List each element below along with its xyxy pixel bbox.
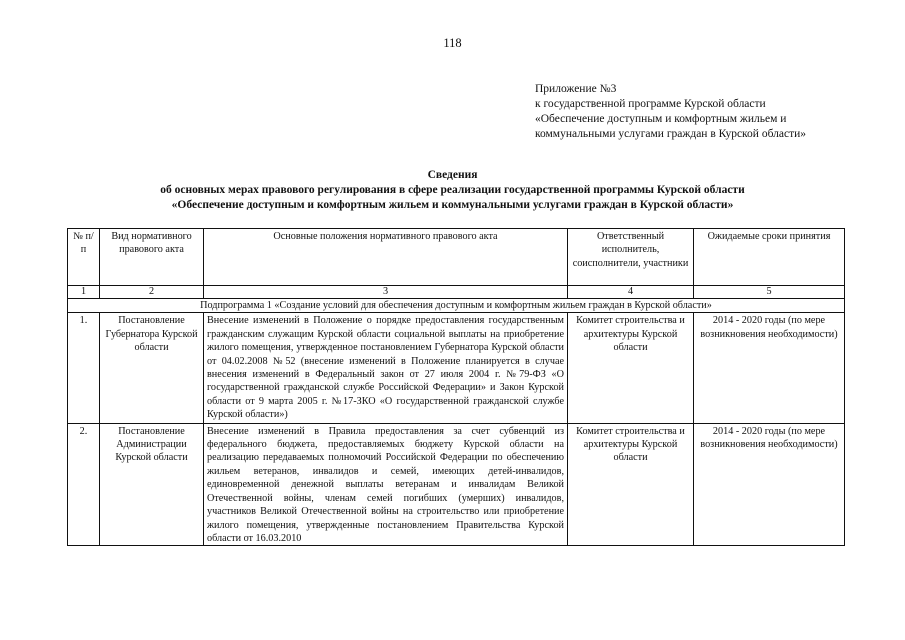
column-number: 2 [100,286,204,299]
header-main: Основные положения нормативного правового акта [204,229,568,286]
act-provisions: Внесение изменений в Положение о порядке предоставления государственным гражданским служащим Курской области социальной выплаты на приобретение жилого помещения, утвержденное постановлением Губернатора Курской области от 04.02.2008 №52 (внесение изменений в Положение планируется в случае внесения изменений в Федеральный закон от 27 июля 2004 г. №79-ФЗ «О государственной гражданской службе Российской Федерации» и Закон Курской области от 9 марта 2005 г. №17-ЗКО «О государственной гражданской службе Курской области») [204,313,568,423]
act-type: Постановление Губернатора Курской области [100,313,204,423]
appendix-block [535,82,875,142]
subprogram-title: Подпрограмма 1 «Создание условий для обеспечения доступным и комфортным жильем граждан в Курской области» [68,299,845,313]
title-line: об основных мерах правового регулирования в сфере реализации государственной программы Курской области [160,184,745,196]
header-row [68,229,845,286]
executor: Комитет строительства и архитектуры Курской области [568,423,694,545]
appendix-line: к государственной программе Курской области [535,98,766,110]
appendix-line: «Обеспечение доступным и комфортным жильем и [535,113,787,125]
table-row [68,313,845,423]
header-no: № п/п [68,229,100,286]
row-number: 2. [68,423,100,545]
row-number: 1. [68,313,100,423]
appendix-line: Приложение №3 [535,83,617,95]
executor: Комитет строительства и архитектуры Курской области [568,313,694,423]
header-type: Вид нормативного правового акта [100,229,204,286]
header-term: Ожидаемые сроки принятия [694,229,845,286]
column-number: 4 [568,286,694,299]
column-number-row [68,286,845,299]
title-line: «Обеспечение доступным и комфортным жильем и коммунальными услугами граждан в Курской области» [171,199,734,211]
document-title [0,168,905,213]
page-number: 118 [443,36,462,50]
act-type: Постановление Администрации Курской области [100,423,204,545]
act-provisions-cell [204,423,568,545]
act-provisions: Внесение изменений в Правила предоставления за счет субвенций из федерального бюджета, предоставляемых бюджету Курской области на реализацию передаваемых полномочий Российской Федерации по обеспечению жильем ветеранов, инвалидов и семей, имеющих детей-инвалидов, единовременной денежной выплаты ветеранам и инвалидам Великой Отечественной войны, членам семей погибших (умерших) инвалидов, участников Великой Отечественной войны на строительство или приобретение жилого помещения, утвержденные постановлением Правительства Курской области от 16.03.2010 [207,425,564,544]
subprogram-row [68,299,845,313]
title-line: Сведения [427,169,478,181]
column-number: 5 [694,286,845,299]
column-number: 1 [68,286,100,299]
measures-table [67,228,845,546]
appendix-line: коммунальными услугами граждан в Курской области» [535,128,807,140]
column-number: 3 [204,286,568,299]
header-executor: Ответственный исполнитель, соисполнители, участники [568,229,694,286]
table-row [68,423,845,545]
expected-term: 2014 - 2020 годы (по мере возникновения необходимости) [694,423,845,545]
expected-term: 2014 - 2020 годы (по мере возникновения необходимости) [694,313,845,423]
